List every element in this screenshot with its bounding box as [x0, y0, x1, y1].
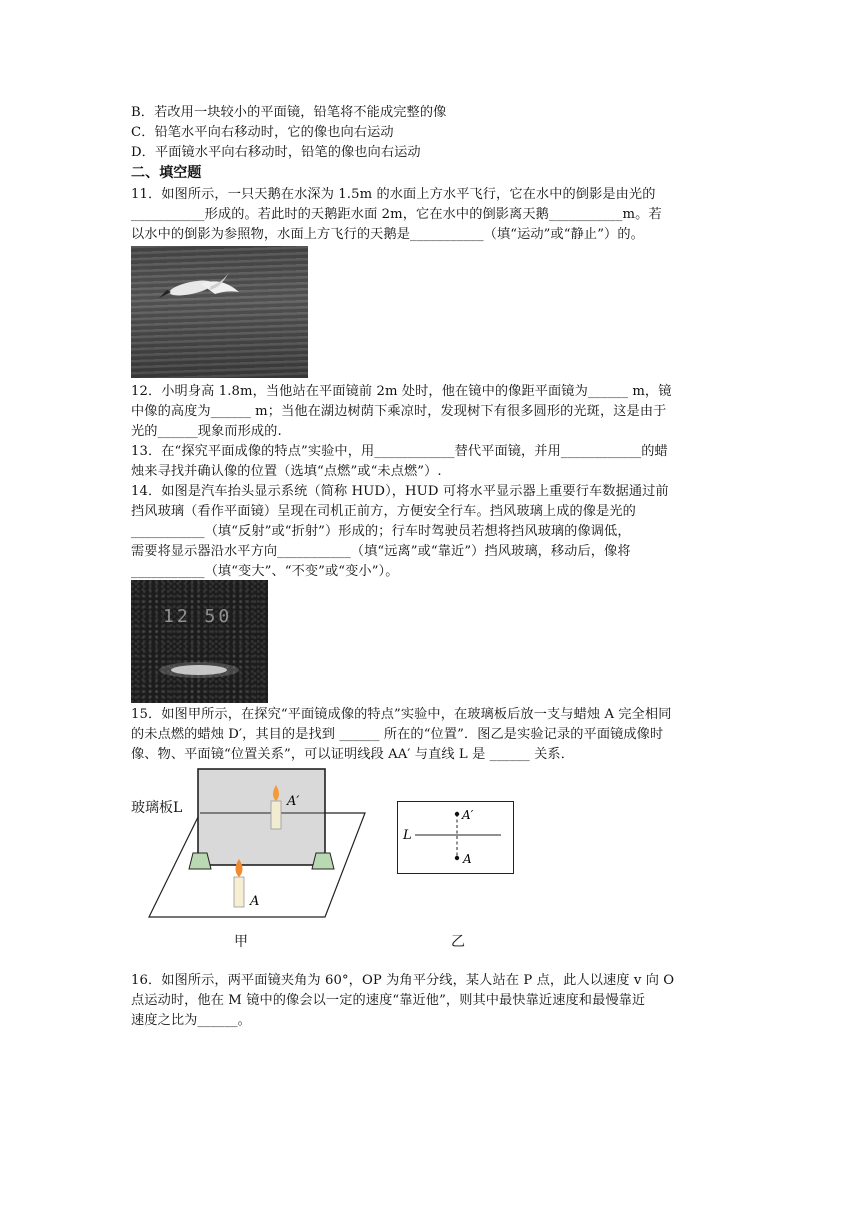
q16-line-2: 点运动时，他在 M 镜中的像会以一定的速度“靠近他”，则其中最快靠近速度和最慢靠近 [131, 993, 646, 1008]
label-a: A [250, 894, 260, 909]
option-d: D．平面镜水平向右移动时，铅笔的像也向右运动 [131, 145, 421, 160]
candle-a [234, 877, 244, 907]
q16-line-1: 16．如图所示，两平面镜夹角为 60°，OP 为角平分线，某人站在 P 点，此人以速度 v 向 O [131, 973, 675, 988]
label-a-prime-2: A′ [462, 808, 474, 822]
caption-right: 乙 [451, 934, 465, 950]
section-heading: 二、填空题 [131, 165, 202, 181]
option-c: C．铅笔水平向右移动时，它的像也向右运动 [131, 125, 394, 140]
left-stand [189, 853, 211, 869]
q15-line-3: 像、物、平面镜“位置关系”，可以证明线段 AA′ 与直线 L 是 ______ 关系． [131, 747, 574, 762]
q12-line-1: 12．小明身高 1.8m，当他站在平面镜前 2m 处时，他在镜中的像距平面镜为______ m，镜 [131, 384, 672, 399]
q11-line-1: 11．如图所示，一只天鹅在水深为 1.5m 的水面上方水平飞行，它在水中的倒影是由光的 [131, 187, 656, 202]
point-a-prime [455, 812, 459, 816]
caption-left: 甲 [234, 934, 248, 950]
glass-plate-label: 玻璃板L [131, 800, 183, 816]
diagram-frame [398, 802, 514, 874]
swan-photo [131, 246, 308, 378]
position-relation-diagram [397, 801, 515, 875]
q14-line-3: ___________（填“反射”或“折射”）形成的；行车时驾驶员若想将挡风玻璃的像调低， [131, 524, 631, 539]
q14-line-5: ___________（填“变大”、“不变”或“变小”）。 [131, 564, 399, 579]
q15-line-1: 15．如图甲所示，在探究“平面镜成像的特点”实验中，在玻璃板后放一支与蜡烛 A 完全相同 [131, 707, 672, 722]
q11-line-3: 以水中的倒影为参照物，水面上方飞行的天鹅是___________（填“运动”或“静止”）的。 [131, 227, 644, 242]
q12-line-3: 光的______现象而形成的. [131, 424, 282, 439]
hud-display-text: 12 50 [163, 606, 233, 627]
glass-plate [198, 769, 325, 865]
q12-line-2: 中像的高度为______ m；当他在湖边树荫下乘凉时，发现树下有很多圆形的光斑，这是由于 [131, 404, 667, 419]
swan-icon [131, 246, 308, 378]
q16-line-3: 速度之比为______。 [131, 1013, 251, 1028]
q14-line-4: 需要将显示器沿水平方向___________（填“远离”或“靠近”）挡风玻璃，移动后，像将 [131, 544, 631, 559]
candle-a-prime [271, 801, 281, 829]
q14-line-1: 14．如图是汽车抬头显示系统（简称 HUD），HUD 可将水平显示器上重要行车数据通过前 [131, 484, 669, 499]
q11-line-2: ___________形成的。若此时的天鹅距水面 2m，它在水中的倒影离天鹅___________m。若 [131, 207, 662, 222]
option-b: B．若改用一块较小的平面镜，铅笔将不能成完整的像 [131, 105, 447, 120]
label-l: L [403, 828, 412, 843]
q14-line-2: 挡风玻璃（看作平面镜）呈现在司机正前方，方便安全行车。挡风玻璃上成的像是光的 [131, 504, 636, 519]
experiment-diagram [125, 765, 385, 925]
point-a [455, 856, 459, 860]
label-a-prime: A′ [287, 794, 300, 809]
label-a-2: A [463, 852, 472, 866]
q13-line-1: 13．在“探究平面成像的特点”实验中，用____________替代平面镜，并用____________的蜡 [131, 444, 668, 459]
q15-line-2: 的未点燃的蜡烛 D′，其目的是找到 ______ 所在的“位置”．图乙是实验记录的平面镜成像时 [131, 727, 664, 742]
q13-line-2: 烛来寻找并确认像的位置（选填“点燃”或“未点燃”）. [131, 464, 442, 479]
hud-glow-icon [131, 580, 268, 703]
hud-photo [131, 580, 268, 703]
right-stand [312, 853, 334, 869]
